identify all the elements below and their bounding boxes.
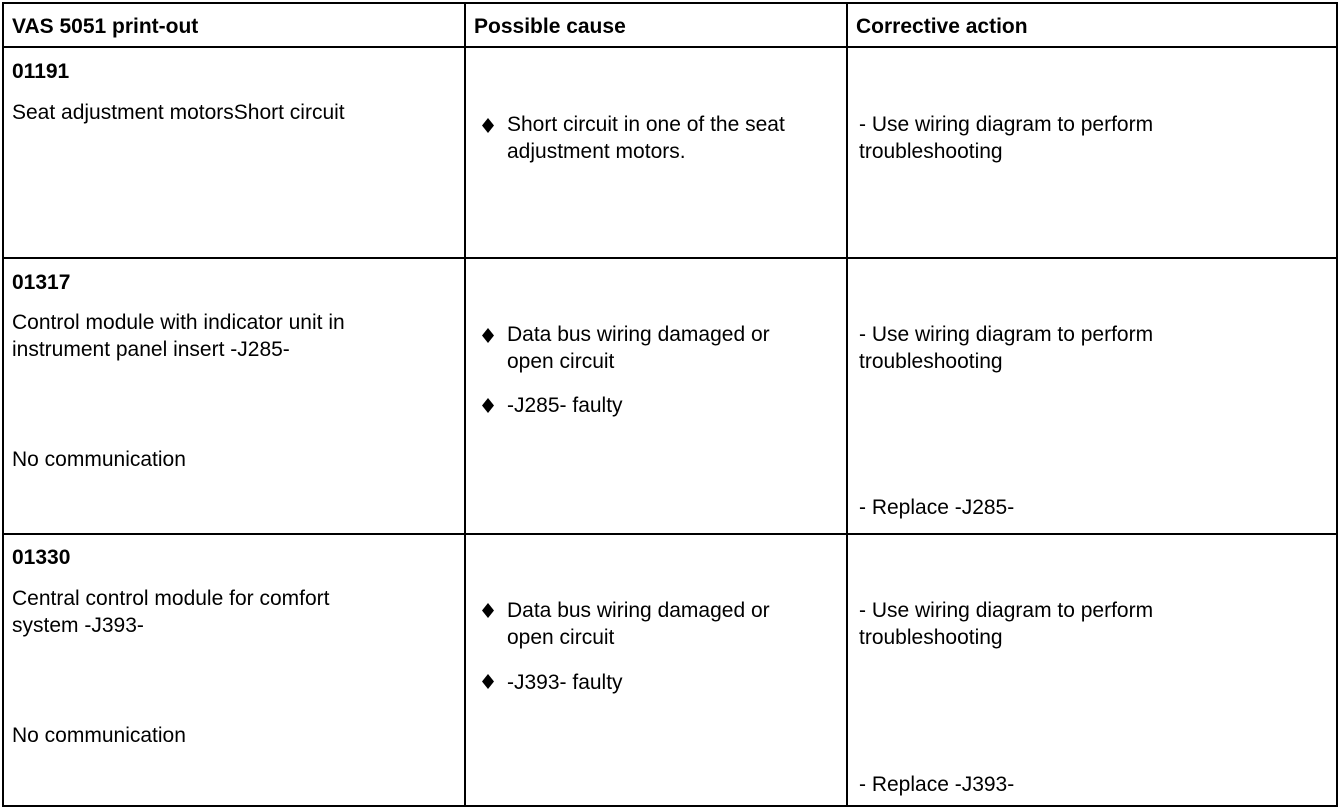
cause-line: Data bus wiring damaged or [507, 323, 770, 346]
action-line: - Use wiring diagram to perform [859, 323, 1154, 346]
cause-line: adjustment motors. [507, 140, 686, 163]
fault-status: No communication [12, 448, 186, 471]
table-header [4, 4, 1336, 48]
action-line: - Replace -J393- [859, 773, 1015, 796]
header-printout: VAS 5051 print-out [12, 15, 199, 38]
fault-description-line: Central control module for comfort [12, 587, 330, 610]
diamond-bullet-icon [482, 398, 494, 413]
fault-description-line: instrument panel insert -J285- [12, 338, 290, 361]
fault-description-line: Seat adjustment motorsShort circuit [12, 101, 345, 124]
cause-line: open circuit [507, 626, 615, 649]
diamond-bullet-icon [482, 118, 494, 133]
action-line: troubleshooting [859, 350, 1003, 373]
fault-table [2, 2, 1338, 807]
fault-description-line: Control module with indicator unit in [12, 311, 345, 334]
diamond-bullet-icon [482, 328, 494, 343]
cause-line: Data bus wiring damaged or [507, 599, 770, 622]
action-line: - Use wiring diagram to perform [859, 113, 1154, 136]
fault-code: 01317 [12, 271, 71, 294]
cause-line: open circuit [507, 350, 615, 373]
cause-line: -J285- faulty [507, 394, 623, 417]
fault-description-line: system -J393- [12, 614, 144, 637]
table-row [4, 259, 1336, 535]
header-possible-cause: Possible cause [474, 15, 626, 38]
action-line: - Replace -J285- [859, 496, 1015, 519]
diamond-bullet-icon [482, 674, 494, 689]
action-line: - Use wiring diagram to perform [859, 599, 1154, 622]
action-line: troubleshooting [859, 626, 1003, 649]
table-row [4, 535, 1336, 807]
diamond-bullet-icon [482, 603, 494, 618]
action-line: troubleshooting [859, 140, 1003, 163]
header-corrective-action: Corrective action [856, 15, 1028, 38]
fault-status: No communication [12, 724, 186, 747]
table-row [4, 48, 1336, 259]
cause-line: -J393- faulty [507, 671, 623, 694]
fault-code: 01330 [12, 546, 71, 569]
cause-line: Short circuit in one of the seat [507, 113, 785, 136]
fault-code: 01191 [12, 60, 70, 83]
